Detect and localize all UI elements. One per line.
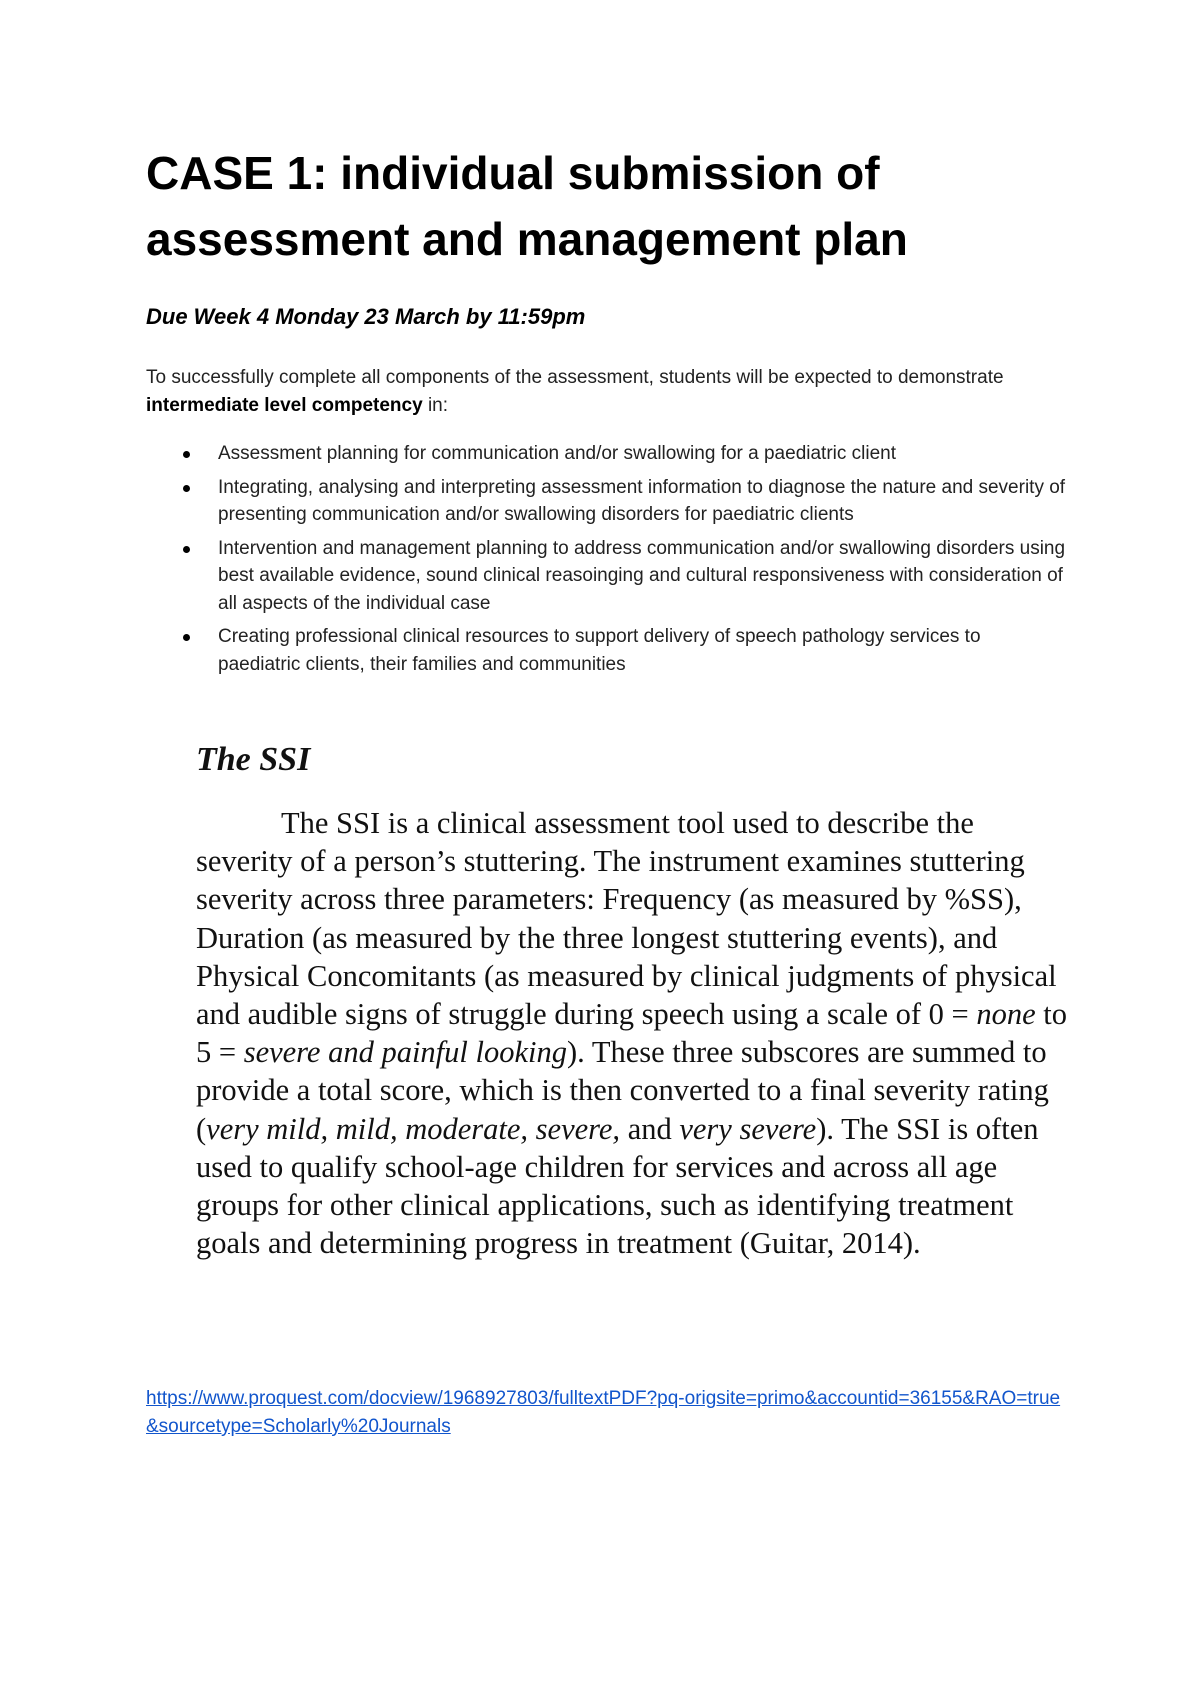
bullet-icon xyxy=(183,485,190,492)
due-date: Due Week 4 Monday 23 March by 11:59pm xyxy=(146,304,586,329)
ssi-text-3: ). These three subscores are summed to provide a total score, which is then converted to a final severity rating ( xyxy=(196,1035,1049,1146)
list-item-text: Assessment planning for communication and/or swallowing for a paediatric client xyxy=(218,443,897,464)
ssi-heading: The SSI xyxy=(196,741,311,778)
intro-text: To successfully complete all components of the assessment, students will be expected to demonstrate xyxy=(146,367,1004,388)
bullet-icon xyxy=(183,546,190,553)
intro-paragraph xyxy=(146,364,1066,420)
ssi-ratings: very mild, mild, moderate, severe, xyxy=(206,1111,621,1146)
list-item-text: Integrating, analysing and interpreting assessment information to diagnose the nature and severity of presenting communication and/or swallowing disorders for paediatric clients xyxy=(218,476,1066,525)
ssi-excerpt xyxy=(196,738,1076,1262)
intro-text-end: in: xyxy=(422,395,449,416)
ssi-text-4: and xyxy=(620,1111,680,1146)
ssi-severe-painful: severe and painful looking xyxy=(243,1035,567,1070)
list-item xyxy=(146,440,1066,468)
competency-list xyxy=(146,440,1066,684)
ssi-none: none xyxy=(976,997,1036,1032)
list-item-text: Intervention and management planning to address communication and/or swallowing disorders using best available evidence, sound clinical reasoinging and cultural responsiveness with consideration of all aspects of the individual case xyxy=(218,537,1066,614)
ssi-text-1: The SSI is a clinical assessment tool used to describe the severity of a person’s stuttering. The instrument examines stuttering severity across three parameters: Frequency (as measured by %SS), Duration (as measured by the three longest stuttering events), and Physical Concomitants (as measured by clinical judgments of physical and audible signs of struggle during speech using a scale of 0 = xyxy=(196,806,1057,1032)
list-item xyxy=(146,474,1066,529)
bullet-icon xyxy=(183,451,190,458)
list-item-text: Creating professional clinical resources to support delivery of speech pathology services to paediatric clients, their families and communities xyxy=(218,626,981,675)
ssi-paragraph xyxy=(196,804,1076,1262)
ssi-text-5: ). The SSI is often used to qualify school-age children for services and across all age groups for other clinical applications, such as identifying treatment goals and determining progress in treatment (Guitar, 2014). xyxy=(196,1111,1039,1261)
ssi-very-severe: very severe xyxy=(679,1111,817,1146)
bullet-icon xyxy=(183,634,190,641)
intro-emphasis: intermediate level competency xyxy=(146,395,423,416)
source-link[interactable]: https://www.proquest.com/docview/1968927803/fulltextPDF?pq-origsite=primo&accountid=36155&RAO=true&sourcetype=Scholarly%20Journals xyxy=(146,1388,1061,1437)
list-item xyxy=(146,623,1066,678)
ssi-text-2: to 5 = xyxy=(196,997,1068,1070)
list-item xyxy=(146,535,1066,618)
document-title: CASE 1: individual submission of assessment and management plan xyxy=(146,147,908,265)
